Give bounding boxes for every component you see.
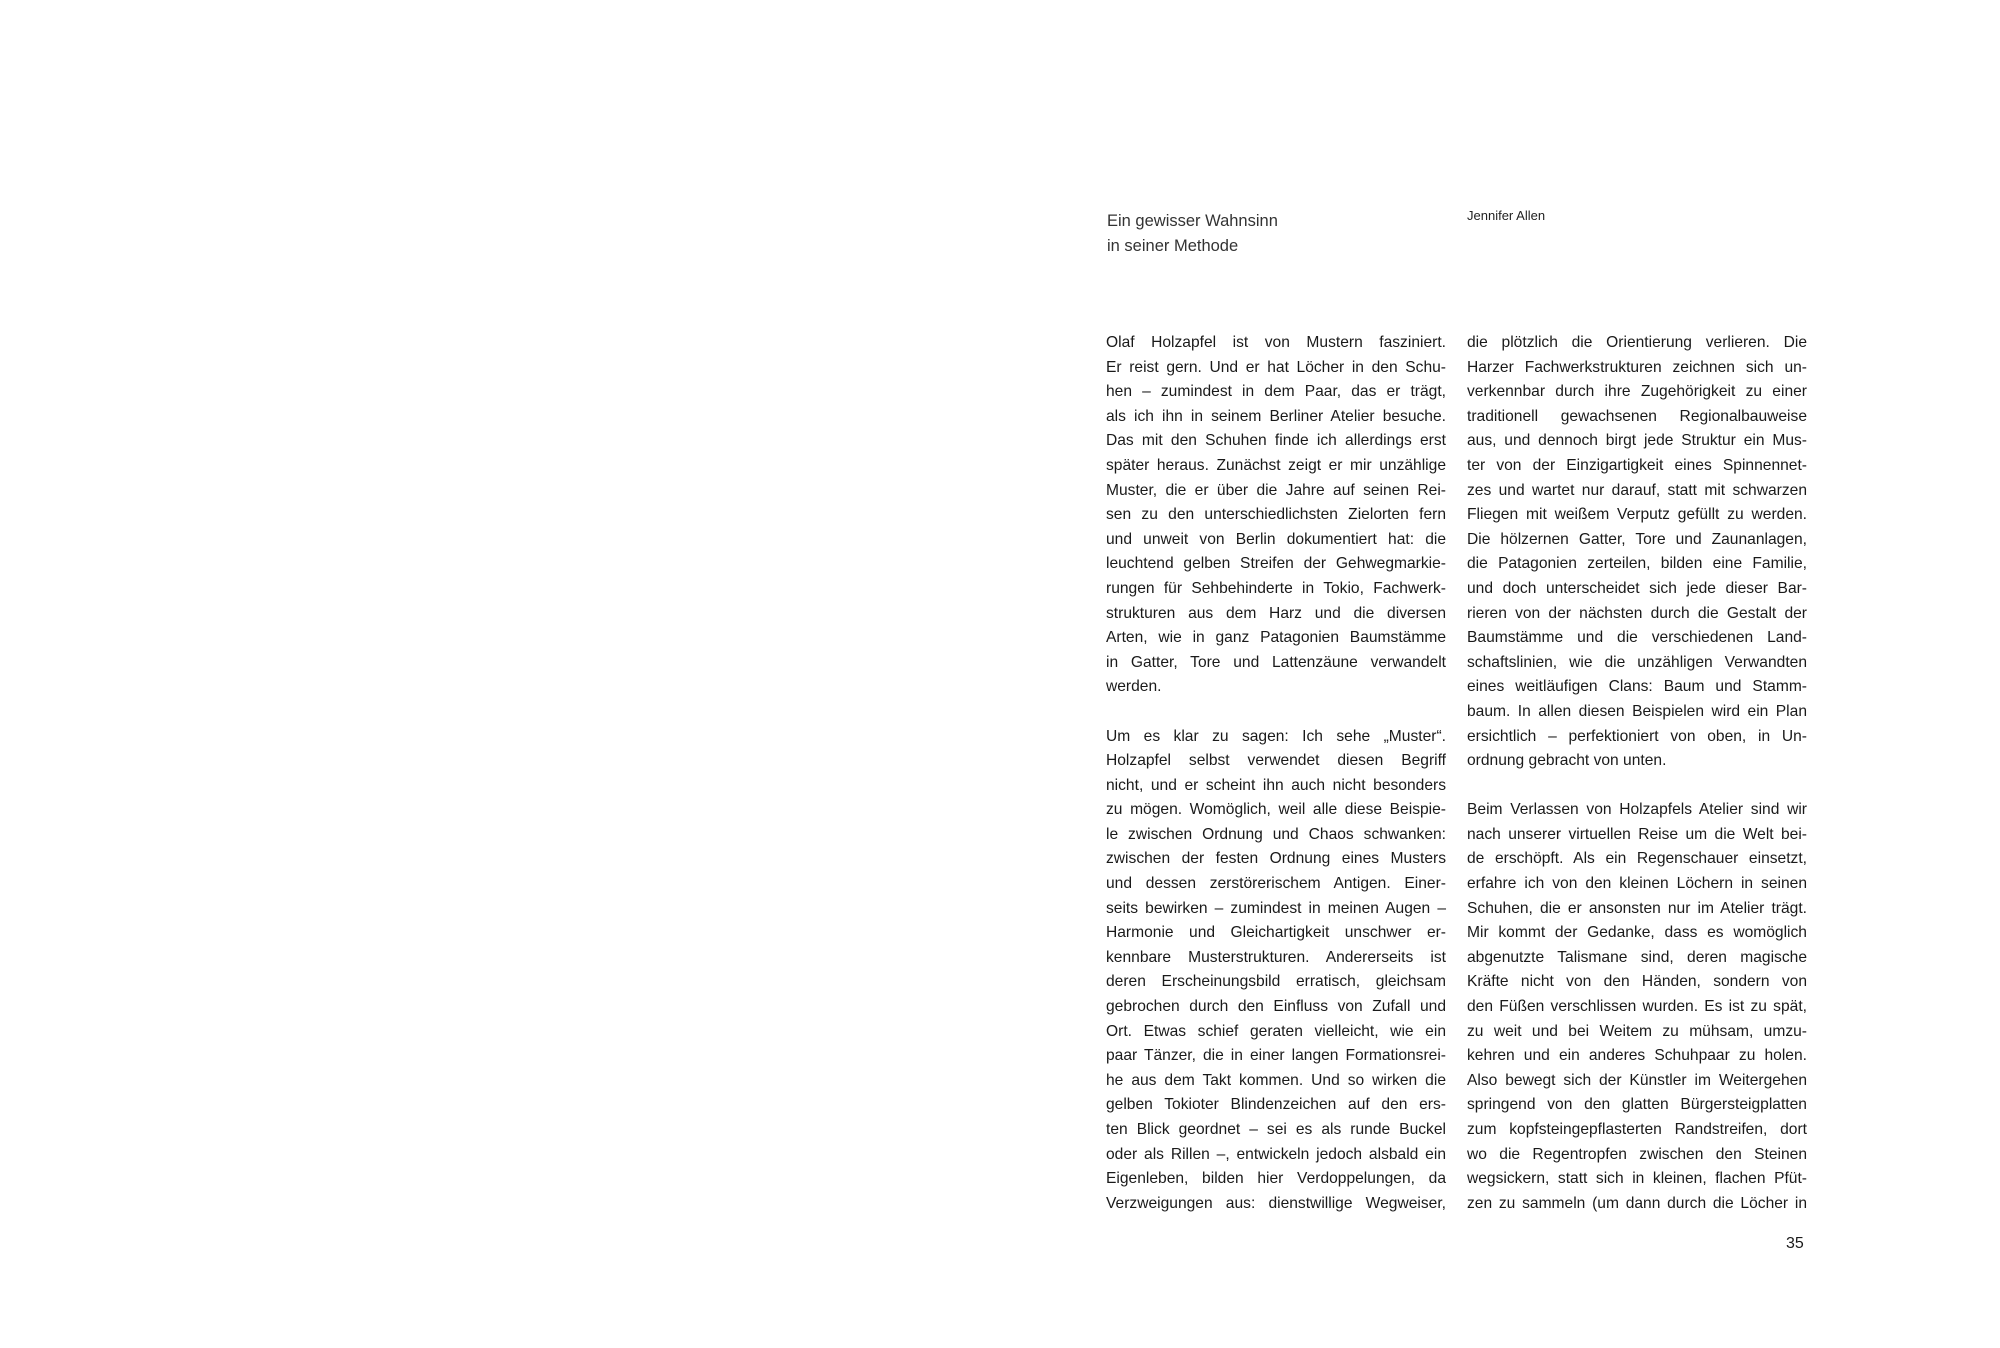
- text-line: in Gatter, Tore und Lattenzäune verwandelt: [1106, 653, 1446, 671]
- text-line: wegsickern, statt sich in kleinen, flachen Pfüt-: [1467, 1170, 1807, 1188]
- text-line: ersichtlich – perfektioniert von oben, in Un-: [1467, 727, 1807, 745]
- text-line: leuchtend gelben Streifen der Gehwegmarkie-: [1106, 555, 1446, 573]
- paragraph-gap: [1106, 700, 1446, 725]
- text-line: paar Tänzer, die in einer langen Formationsrei-: [1106, 1047, 1446, 1065]
- text-line: Mir kommt der Gedanke, dass es womöglich: [1467, 924, 1807, 942]
- text-line: de erschöpft. Als ein Regenschauer einsetzt,: [1467, 850, 1807, 868]
- text-column-right: [1467, 331, 1807, 1216]
- text-line: erfahre ich von den kleinen Löchern in seinen: [1467, 875, 1807, 893]
- text-line: rungen für Sehbehinderte in Tokio, Fachwerk-: [1106, 579, 1446, 597]
- text-line: kennbare Musterstrukturen. Andererseits ist: [1106, 948, 1446, 966]
- text-line: die Patagonien zerteilen, bilden eine Familie,: [1467, 555, 1807, 573]
- text-line: ter von der Einzigartigkeit eines Spinnennet-: [1467, 456, 1807, 474]
- text-line: sen zu den unterschiedlichsten Zielorten fern: [1106, 506, 1446, 524]
- text-line: und dessen zerstörerischem Antigen. Einer-: [1106, 875, 1446, 893]
- text-line: le zwischen Ordnung und Chaos schwanken:: [1106, 825, 1446, 843]
- text-line: Schuhen, die er ansonsten nur im Atelier trägt.: [1467, 899, 1807, 917]
- text-line: Harmonie und Gleichartigkeit unschwer er-: [1106, 924, 1446, 942]
- text-line: zum kopfsteingepflasterten Randstreifen, dort: [1467, 1121, 1807, 1138]
- text-line: deren Erscheinungsbild erratisch, gleichsam: [1106, 973, 1446, 991]
- title-line-2: in seiner Methode: [1107, 236, 1239, 255]
- text-line: und unweit von Berlin dokumentiert hat: die: [1106, 530, 1446, 548]
- text-line: rieren von der nächsten durch die Gestalt der: [1467, 604, 1807, 622]
- text-line: zen zu sammeln (um dann durch die Löcher in: [1467, 1194, 1807, 1212]
- text-line: Er reist gern. Und er hat Löcher in den Schu-: [1106, 358, 1446, 376]
- text-line: Beim Verlassen von Holzapfels Atelier sind wir: [1467, 801, 1807, 819]
- text-line: Das mit den Schuhen finde ich allerdings erst: [1106, 432, 1446, 450]
- text-line: eines weitläufigen Clans: Baum und Stamm-: [1467, 678, 1807, 696]
- text-line: aus, und dennoch birgt jede Struktur ein Mus-: [1467, 432, 1807, 450]
- text-line: später heraus. Zunächst zeigt er mir unzählige: [1106, 456, 1446, 474]
- text-line: wo die Regentropfen zwischen den Steinen: [1467, 1145, 1807, 1163]
- text-line: Also bewegt sich der Künstler im Weitergehen: [1467, 1071, 1807, 1089]
- text-line: oder als Rillen –, entwickeln jedoch alsbald ein: [1106, 1145, 1446, 1163]
- paragraph-gap: [1467, 774, 1807, 799]
- text-line: hen – zumindest in dem Paar, das er trägt,: [1106, 383, 1446, 401]
- text-line: Fliegen mit weißem Verputz gefüllt zu werden.: [1467, 506, 1807, 524]
- text-line: Um es klar zu sagen: Ich sehe „Muster“.: [1106, 727, 1446, 745]
- text-line: verkennbar durch ihre Zugehörigkeit zu einer: [1467, 383, 1807, 401]
- text-line: Muster, die er über die Jahre auf seinen Rei-: [1106, 481, 1446, 499]
- text-line: Arten, wie in ganz Patagonien Baumstämme: [1106, 629, 1446, 647]
- text-line: gelben Tokioter Blindenzeichen auf den ers-: [1106, 1096, 1446, 1114]
- text-line: ten Blick geordnet – sei es als runde Buckel: [1106, 1121, 1446, 1138]
- text-line: he aus dem Takt kommen. Und so wirken die: [1106, 1071, 1446, 1089]
- text-line: zu mögen. Womöglich, weil alle diese Beispie-: [1106, 801, 1446, 819]
- text-line: abgenutzte Talismane sind, deren magische: [1467, 948, 1807, 966]
- text-line: kehren und ein anderes Schuhpaar zu holen.: [1467, 1047, 1807, 1065]
- text-line: Holzapfel selbst verwendet diesen Begriff: [1106, 752, 1446, 770]
- text-line: seits bewirken – zumindest in meinen Augen –: [1106, 899, 1446, 917]
- text-line: Verzweigungen aus: dienstwillige Wegweiser,: [1106, 1194, 1446, 1212]
- text-line: zes und wartet nur darauf, statt mit schwarzen: [1467, 481, 1807, 499]
- text-line: schaftslinien, wie die unzähligen Verwandten: [1467, 653, 1807, 671]
- text-line: Die hölzernen Gatter, Tore und Zaunanlagen,: [1467, 530, 1807, 548]
- text-line: Baumstämme und die verschiedenen Land-: [1467, 629, 1807, 647]
- text-line: ordnung gebracht von unten.: [1467, 752, 1667, 770]
- text-line: Olaf Holzapfel ist von Mustern fasziniert.: [1106, 334, 1446, 351]
- author-name: Jennifer Allen: [1467, 208, 1546, 223]
- text-line: nach unserer virtuellen Reise um die Welt bei-: [1467, 825, 1807, 843]
- text-line: und doch unterscheidet sich jede dieser Bar-: [1467, 579, 1807, 597]
- text-line: Eigenleben, bilden hier Verdoppelungen, da: [1106, 1170, 1446, 1188]
- text-line: Kräfte nicht von den Händen, sondern von: [1467, 973, 1807, 991]
- title-line-1: Ein gewisser Wahnsinn: [1107, 212, 1278, 230]
- text-line: Ort. Etwas schief geraten vielleicht, wie ein: [1106, 1022, 1446, 1040]
- text-line: zu weit und bei Weitem zu mühsam, umzu-: [1467, 1022, 1807, 1040]
- text-line: werden.: [1106, 678, 1162, 696]
- text-line: die plötzlich die Orientierung verlieren. Die: [1467, 334, 1807, 351]
- text-line: traditionell gewachsenen Regionalbauweise: [1467, 407, 1807, 425]
- text-line: als ich ihn in seinem Berliner Atelier besuche.: [1106, 407, 1446, 425]
- text-line: springend von den glatten Bürgersteigplatten: [1467, 1096, 1807, 1114]
- text-line: Harzer Fachwerkstrukturen zeichnen sich un-: [1467, 358, 1807, 376]
- text-line: gebrochen durch den Einfluss von Zufall und: [1106, 998, 1446, 1016]
- text-line: den Füßen verschlissen wurden. Es ist zu spät,: [1467, 998, 1807, 1016]
- text-line: baum. In allen diesen Beispielen wird ein Plan: [1467, 702, 1807, 720]
- text-column-left: [1106, 331, 1446, 1216]
- text-line: zwischen der festen Ordnung eines Musters: [1106, 850, 1446, 868]
- text-line: nicht, und er scheint ihn auch nicht besonders: [1106, 776, 1446, 794]
- page-number: 35: [1786, 1235, 1804, 1252]
- text-line: strukturen aus dem Harz und die diversen: [1106, 604, 1446, 622]
- article-title: [1107, 209, 1407, 258]
